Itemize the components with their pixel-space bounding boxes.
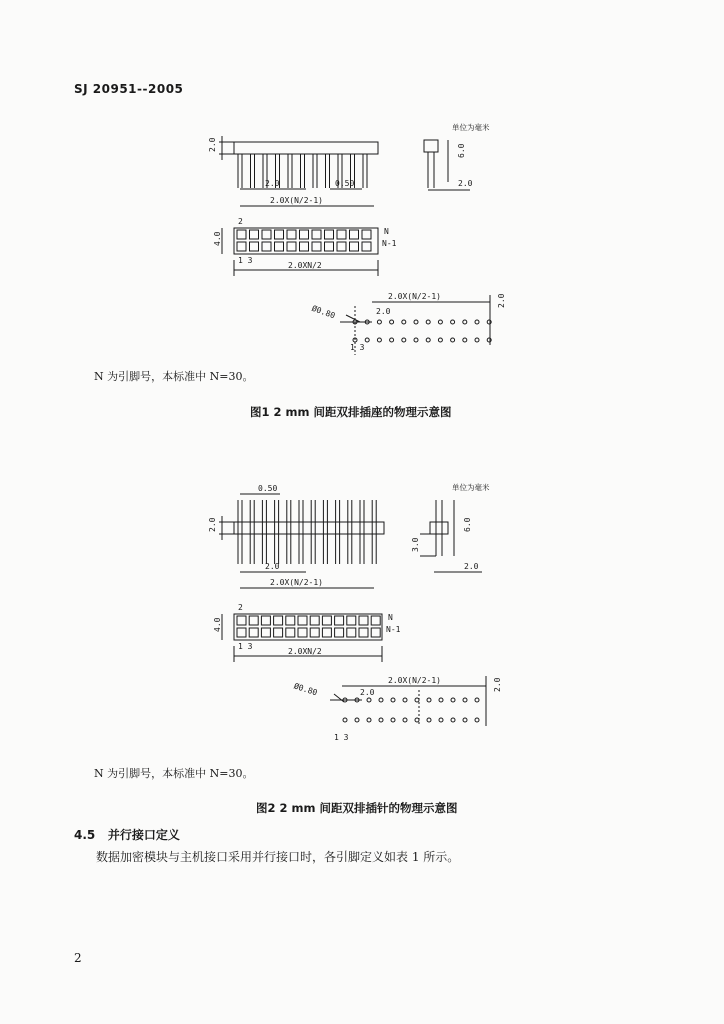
document-code: SJ 20951--2005: [74, 82, 184, 96]
square-pad: [249, 628, 258, 637]
square-pad: [262, 230, 271, 239]
fig2-bottom-pin-right-label: N-1: [386, 625, 401, 634]
fig2-side-width-label: 2.0: [464, 562, 479, 571]
square-pad: [362, 242, 371, 251]
fig2-total-row-label: 2.0XN/2: [288, 647, 322, 656]
fig2-side-height-label: 6.0: [463, 517, 472, 532]
pad: [439, 718, 443, 722]
pad: [475, 320, 479, 324]
fig2-pitch-label: 2.0: [265, 562, 280, 571]
pad: [377, 338, 381, 342]
fig2-side-lower-label: 3.0: [411, 537, 420, 552]
pad: [377, 320, 381, 324]
fig2-bottom-pins-label: 1 3: [238, 642, 253, 651]
pad: [451, 698, 455, 702]
pad: [463, 320, 467, 324]
fig1-side-height-label: 6.0: [457, 143, 466, 158]
square-pad: [275, 242, 284, 251]
square-pad: [350, 230, 359, 239]
square-pad: [250, 230, 259, 239]
square-pad: [300, 242, 309, 251]
pad: [438, 338, 442, 342]
square-pad: [322, 616, 331, 625]
square-pad: [286, 616, 295, 625]
pad: [343, 718, 347, 722]
pad: [415, 698, 419, 702]
square-pad: [312, 242, 321, 251]
square-pad: [287, 242, 296, 251]
fig1-fp-pins-label: 1 3: [350, 343, 365, 352]
fig1-side-width-label: 2.0: [458, 179, 473, 188]
square-pad: [310, 616, 319, 625]
square-pad: [362, 230, 371, 239]
fig1-unit-label: 单位为毫米: [452, 123, 490, 132]
pad: [379, 698, 383, 702]
square-pad: [300, 230, 309, 239]
pad: [487, 320, 491, 324]
pad: [426, 320, 430, 324]
fig1-top-pin-label: 2: [238, 217, 243, 226]
fig1-total-half-label: 2.0X(N/2-1): [270, 196, 323, 205]
section-body: 数据加密模块与主机接口采用并行接口时，各引脚定义如表 1 所示。: [96, 850, 460, 864]
square-pad: [274, 628, 283, 637]
square-pad: [337, 230, 346, 239]
fig1-note: N 为引脚号，本标准中 N=30。: [94, 370, 254, 383]
pad: [475, 338, 479, 342]
pad: [451, 338, 455, 342]
pad: [402, 338, 406, 342]
pad: [414, 320, 418, 324]
pad: [391, 718, 395, 722]
pad: [475, 698, 479, 702]
fig1-pitch-label: 2.0: [265, 179, 280, 188]
square-pad: [237, 628, 246, 637]
pad: [379, 718, 383, 722]
fig1-fp-total-label: 2.0X(N/2-1): [388, 292, 441, 301]
fig1-fp-pitch-label: 2.0: [376, 307, 391, 316]
fig1-bottom-pin-right-label: N-1: [382, 239, 397, 248]
square-pad: [335, 628, 344, 637]
pad: [367, 698, 371, 702]
fig1-caption: 图1 2 mm 间距双排插座的物理示意图: [250, 405, 452, 419]
square-pad: [325, 230, 334, 239]
pad: [390, 320, 394, 324]
fig1-row-height-label: 4.0: [213, 231, 222, 246]
square-pad: [274, 616, 283, 625]
pad: [390, 338, 394, 342]
pad: [391, 698, 395, 702]
square-pad: [347, 616, 356, 625]
fig2-fp-height-label: 2.0: [493, 677, 502, 692]
square-pad: [359, 628, 368, 637]
fig2-top-pin-right-label: N: [388, 613, 393, 622]
fig2-height-label: 2.0: [208, 517, 217, 532]
pad: [414, 338, 418, 342]
square-pad: [337, 242, 346, 251]
fig1-row-bar: [234, 228, 378, 254]
fig2-fp-pitch-label: 2.0: [360, 688, 375, 697]
pad: [427, 718, 431, 722]
pad: [463, 698, 467, 702]
fig2-pins: [238, 500, 376, 564]
page-number: 2: [74, 951, 82, 965]
fig1-total-row-label: 2.0XN/2: [288, 261, 322, 270]
fig2-header-bar: [234, 522, 384, 534]
square-pad: [286, 628, 295, 637]
fig1-header-bar: [234, 142, 378, 154]
fig2-row-height-label: 4.0: [213, 617, 222, 632]
pad: [365, 338, 369, 342]
square-pad: [359, 616, 368, 625]
square-pad: [298, 628, 307, 637]
square-pad: [347, 628, 356, 637]
fig2-note: N 为引脚号，本标准中 N=30。: [94, 767, 254, 780]
section-heading: [74, 826, 180, 843]
fig1-bottom-pins-label: 1 3: [238, 256, 253, 265]
square-pad: [261, 628, 270, 637]
fig1-fp-height-label: 2.0: [497, 293, 506, 308]
pad: [402, 320, 406, 324]
fig2-caption: 图2 2 mm 间距双排插针的物理示意图: [256, 801, 458, 815]
section-number: 4.5: [74, 828, 96, 842]
square-pad: [350, 242, 359, 251]
pad: [403, 718, 407, 722]
fig1-top-pin-right-label: N: [384, 227, 389, 236]
fig2-pad-diameter-label: Ø0.80: [292, 681, 319, 698]
pad: [367, 718, 371, 722]
square-pad: [262, 242, 271, 251]
square-pad: [312, 230, 321, 239]
fig2-row-bar: [234, 614, 382, 640]
fig2-fp-pins-label: 1 3: [334, 733, 349, 742]
square-pad: [237, 242, 246, 251]
square-pad: [371, 628, 380, 637]
fig2-square-pads: [237, 616, 380, 637]
square-pad: [237, 616, 246, 625]
square-pad: [250, 242, 259, 251]
pad: [427, 698, 431, 702]
fig1-height-label: 2.0: [208, 137, 217, 152]
pad: [426, 338, 430, 342]
pad: [475, 718, 479, 722]
pad: [355, 718, 359, 722]
square-pad: [310, 628, 319, 637]
square-pad: [325, 242, 334, 251]
section-title: 并行接口定义: [107, 828, 180, 842]
square-pad: [298, 616, 307, 625]
square-pad: [249, 616, 258, 625]
figure2-drawing: [0, 476, 724, 746]
square-pad: [261, 616, 270, 625]
square-pad: [335, 616, 344, 625]
pad: [463, 338, 467, 342]
square-pad: [371, 616, 380, 625]
square-pad: [237, 230, 246, 239]
pad: [415, 718, 419, 722]
fig2-fp-total-label: 2.0X(N/2-1): [388, 676, 441, 685]
pad: [403, 698, 407, 702]
pad: [439, 698, 443, 702]
pad: [438, 320, 442, 324]
square-pad: [322, 628, 331, 637]
pad: [451, 718, 455, 722]
fig1-pad-diameter-label: Ø0.80: [310, 303, 337, 321]
fig1-square-pads: [237, 230, 371, 251]
fig1-footprint-pads: [353, 320, 491, 342]
fig2-offset-label: 0.50: [258, 484, 278, 493]
fig2-unit-label: 单位为毫米: [452, 483, 490, 492]
fig2-top-pin-label: 2: [238, 603, 243, 612]
fig1-offset-label: 0.50: [335, 179, 355, 188]
pad: [463, 718, 467, 722]
square-pad: [275, 230, 284, 239]
square-pad: [287, 230, 296, 239]
pad: [451, 320, 455, 324]
pad: [487, 338, 491, 342]
fig2-footprint-pads: [343, 698, 479, 722]
fig2-total-half-label: 2.0X(N/2-1): [270, 578, 323, 587]
